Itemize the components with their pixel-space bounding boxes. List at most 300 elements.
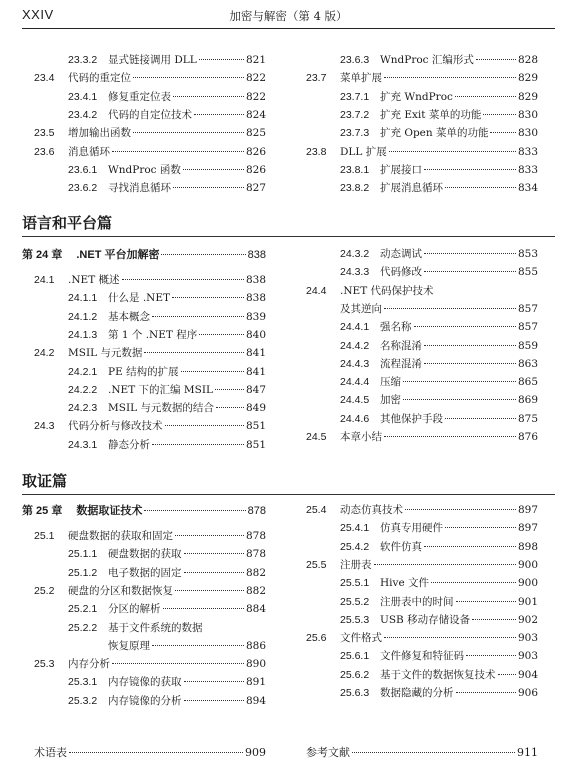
toc-entry-number: 23.5 xyxy=(34,127,55,140)
dot-leader xyxy=(389,150,516,152)
toc-entry-page: 902 xyxy=(517,613,538,626)
toc-entry-page: 847 xyxy=(245,383,266,396)
toc-entry-number: 25.4.2 xyxy=(340,540,370,553)
toc-entry[interactable] xyxy=(34,693,266,711)
toc-entry-page: 884 xyxy=(245,603,266,616)
toc-entry[interactable] xyxy=(306,685,538,703)
toc-entry-page: 857 xyxy=(517,321,538,334)
toc-entry-page: 882 xyxy=(245,584,266,597)
toc-entry[interactable] xyxy=(306,539,538,557)
toc-entry[interactable] xyxy=(306,70,538,88)
toc-entry-title: 代码的自定位技术 xyxy=(108,108,192,121)
toc-entry-page: 841 xyxy=(245,365,266,378)
toc-entry-title: 代码修改 xyxy=(380,266,422,279)
dot-leader xyxy=(133,131,244,133)
toc-entry-number: 25.1.2 xyxy=(68,566,98,579)
dot-leader xyxy=(133,76,244,78)
toc-entry-page: 897 xyxy=(517,504,538,516)
dot-leader xyxy=(384,636,516,638)
dot-leader xyxy=(384,435,516,437)
toc-entry-title: 仿真专用硬件 xyxy=(380,522,443,535)
page-number: XXIV xyxy=(22,7,54,22)
toc-entry[interactable] xyxy=(306,520,538,538)
dot-leader xyxy=(183,168,244,170)
dot-leader xyxy=(424,545,516,547)
dot-leader xyxy=(112,662,244,664)
toc-entry-number: 24.4 xyxy=(306,284,327,297)
dot-leader xyxy=(403,380,516,382)
toc-entry[interactable] xyxy=(306,125,538,143)
chapter-entry[interactable] xyxy=(22,246,266,264)
toc-entry-number: 23.3.2 xyxy=(68,54,98,66)
toc-entry-title: 电子数据的固定 xyxy=(108,566,182,579)
dot-leader xyxy=(181,370,244,372)
toc-entry[interactable] xyxy=(306,612,538,630)
dot-leader xyxy=(152,443,244,445)
toc-entry[interactable] xyxy=(306,283,538,301)
toc-entry-title: 本章小结 xyxy=(340,431,382,443)
toc-entry-title: 内存镜像的分析 xyxy=(108,694,182,707)
dot-leader xyxy=(455,95,516,97)
toc-entry[interactable] xyxy=(34,528,266,546)
dot-leader xyxy=(445,417,516,419)
dot-leader xyxy=(161,253,245,255)
toc-entry[interactable] xyxy=(34,52,266,70)
toc-entry-title: 动态仿真技术 xyxy=(340,504,403,516)
dot-leader xyxy=(424,362,516,364)
toc-entry[interactable] xyxy=(306,52,538,70)
chapter-number: 第 25 章 xyxy=(22,505,63,517)
toc-entry[interactable] xyxy=(34,674,266,692)
toc-entry-title: 代码分析与修改技术 xyxy=(68,420,163,433)
backmatter-page: 911 xyxy=(517,746,538,759)
dot-leader xyxy=(424,252,516,254)
dot-leader xyxy=(199,333,244,335)
dot-leader xyxy=(173,186,244,188)
toc-entry[interactable] xyxy=(34,565,266,583)
toc-entry-number: 24.3 xyxy=(34,420,55,433)
toc-entry-title: 分区的解析 xyxy=(108,603,161,616)
toc-entry-page: 849 xyxy=(245,402,266,415)
toc-entry-title: 显式链接调用 DLL xyxy=(108,54,197,66)
toc-entry-number: 23.4.2 xyxy=(68,108,98,121)
toc-entry-title: 修复重定位表 xyxy=(108,90,171,103)
toc-entry-page: 891 xyxy=(245,676,266,689)
toc-entry-title: 名称混淆 xyxy=(380,339,422,352)
toc-entry-number: 24.1.2 xyxy=(68,310,98,323)
dot-leader xyxy=(184,699,244,701)
toc-entry-page: 838 xyxy=(245,292,266,305)
toc-entry-title: 扩展接口 xyxy=(380,163,422,176)
toc-entry[interactable] xyxy=(306,301,538,319)
toc-entry-page: 898 xyxy=(517,540,538,553)
toc-entry-title: 注册表 xyxy=(340,558,372,571)
toc-entry-number: 23.7.3 xyxy=(340,127,370,140)
toc-entry-number: 25.4 xyxy=(306,504,327,516)
dot-leader xyxy=(431,581,516,583)
dot-leader xyxy=(112,150,244,152)
toc-entry-title: 基于文件系统的数据 xyxy=(108,621,203,634)
toc-entry-title: 恢复原理 xyxy=(108,639,150,652)
toc-entry-number: 25.3 xyxy=(34,658,55,671)
toc-entry[interactable] xyxy=(306,107,538,125)
toc-entry-page: 834 xyxy=(517,182,538,195)
toc-entry-page: 897 xyxy=(517,522,538,535)
toc-entry[interactable] xyxy=(34,89,266,107)
toc-entry[interactable] xyxy=(34,180,266,198)
toc-entry[interactable] xyxy=(34,583,266,601)
toc-entry-title: Hive 文件 xyxy=(380,577,429,590)
dot-leader xyxy=(466,654,516,656)
toc-entry-title: 内存分析 xyxy=(68,658,110,671)
toc-entry-number: 24.2.2 xyxy=(68,383,98,396)
toc-entry-number: 24.4.3 xyxy=(340,357,370,370)
toc-entry-page: 821 xyxy=(245,54,266,66)
dot-leader xyxy=(199,58,244,60)
toc-entry-page: 840 xyxy=(245,328,266,341)
toc-entry[interactable] xyxy=(306,575,538,593)
toc-entry-number: 24.3.3 xyxy=(340,266,370,279)
toc-entry-title: 及其逆向 xyxy=(340,302,382,315)
dot-leader xyxy=(456,691,516,693)
toc-entry-number: 24.2.3 xyxy=(68,402,98,415)
toc-entry-title: 扩展消息循环 xyxy=(380,182,443,195)
toc-entry-page: 857 xyxy=(517,302,538,315)
toc-entry-number: 24.4.4 xyxy=(340,376,370,389)
toc-entry[interactable] xyxy=(306,356,538,374)
toc-entry-number: 24.4.5 xyxy=(340,394,370,407)
dot-leader xyxy=(414,325,516,327)
toc-entry[interactable] xyxy=(306,429,538,447)
backmatter-entry[interactable] xyxy=(34,744,266,762)
toc-entry[interactable] xyxy=(306,89,538,107)
toc-entry-number: 24.1 xyxy=(34,274,55,286)
toc-entry[interactable] xyxy=(34,620,266,638)
toc-entry[interactable] xyxy=(34,418,266,436)
dot-leader xyxy=(184,680,244,682)
dot-leader xyxy=(384,76,516,78)
toc-entry-number: 25.1.1 xyxy=(68,548,98,561)
toc-entry-title: 硬盘数据的获取 xyxy=(108,548,182,561)
toc-entry-title: 文件格式 xyxy=(340,632,382,645)
dot-leader xyxy=(69,751,243,753)
toc-entry-page: 890 xyxy=(245,658,266,671)
toc-entry-title: 扩充 WndProc xyxy=(380,90,453,103)
toc-entry-page: 869 xyxy=(517,394,538,407)
toc-entry-number: 25.1 xyxy=(34,530,55,542)
toc-entry-page: 878 xyxy=(245,530,266,542)
toc-entry[interactable] xyxy=(306,374,538,392)
toc-entry[interactable] xyxy=(34,327,266,345)
toc-entry[interactable] xyxy=(34,364,266,382)
dot-leader xyxy=(122,278,244,280)
dot-leader xyxy=(215,388,244,390)
toc-entry-page: 894 xyxy=(245,694,266,707)
dot-leader xyxy=(498,673,516,675)
toc-entry[interactable] xyxy=(34,601,266,619)
dot-leader xyxy=(194,113,244,115)
toc-entry-number: 23.8.1 xyxy=(340,163,370,176)
toc-entry-title: 加密 xyxy=(380,394,401,407)
dot-leader xyxy=(424,168,516,170)
toc-entry[interactable] xyxy=(306,502,538,520)
header-rule xyxy=(22,28,555,29)
toc-entry[interactable] xyxy=(306,648,538,666)
dot-leader xyxy=(144,509,245,511)
toc-entry-page: 829 xyxy=(517,72,538,85)
toc-entry-title: .NET 代码保护技术 xyxy=(340,284,434,297)
toc-entry-number: 25.5.3 xyxy=(340,613,370,626)
toc-entry-page: 826 xyxy=(245,145,266,158)
toc-entry-title: 代码的重定位 xyxy=(68,72,131,85)
toc-entry[interactable] xyxy=(306,667,538,685)
toc-entry-title: 基本概念 xyxy=(108,310,150,323)
toc-entry-title: 扩充 Exit 菜单的功能 xyxy=(380,108,482,121)
dot-leader xyxy=(173,95,244,97)
toc-entry-page: 851 xyxy=(245,420,266,433)
toc-entry-number: 25.3.2 xyxy=(68,694,98,707)
toc-entry-page: 886 xyxy=(245,639,266,652)
toc-entry[interactable] xyxy=(306,319,538,337)
toc-entry-title: 强名称 xyxy=(380,321,412,334)
dot-leader xyxy=(175,589,244,591)
toc-entry-title: 流程混淆 xyxy=(380,357,422,370)
toc-entry-number: 25.2 xyxy=(34,584,55,597)
dot-leader xyxy=(374,563,516,565)
dot-leader xyxy=(490,131,515,133)
dot-leader xyxy=(144,351,244,353)
toc-entry-title: 寻找消息循环 xyxy=(108,182,171,195)
dot-leader xyxy=(424,344,516,346)
toc-entry-page: 829 xyxy=(517,90,538,103)
toc-entry-title: 软件仿真 xyxy=(380,540,422,553)
toc-entry-number: 24.1.3 xyxy=(68,328,98,341)
toc-entry-title: 压缩 xyxy=(380,376,401,389)
section-rule xyxy=(22,236,555,237)
toc-entry-number: 25.6 xyxy=(306,632,327,645)
toc-entry-number: 25.6.1 xyxy=(340,650,370,663)
toc-entry-title: 消息循环 xyxy=(68,145,110,158)
toc-entry-title: 增加输出函数 xyxy=(68,127,131,140)
toc-entry-number: 24.4.2 xyxy=(340,339,370,352)
toc-entry-title: MSIL 与元数据的结合 xyxy=(108,402,214,415)
toc-entry-number: 25.5.1 xyxy=(340,577,370,590)
toc-entry-page: 863 xyxy=(517,357,538,370)
toc-entry-number: 24.3.2 xyxy=(340,248,370,260)
dot-leader xyxy=(216,406,244,408)
toc-entry-number: 25.6.3 xyxy=(340,687,370,699)
dot-leader xyxy=(445,526,516,528)
toc-entry-number: 23.7.2 xyxy=(340,108,370,121)
backmatter-title: 参考文献 xyxy=(306,746,350,759)
toc-entry[interactable] xyxy=(34,107,266,125)
toc-entry-page: 875 xyxy=(517,412,538,425)
dot-leader xyxy=(152,644,244,646)
toc-entry-page: 878 xyxy=(245,548,266,561)
toc-entry-title: 基于文件的数据恢复技术 xyxy=(380,668,496,681)
toc-entry-page: 882 xyxy=(245,566,266,579)
page-header xyxy=(0,0,577,28)
toc-entry-page: 900 xyxy=(517,558,538,571)
running-title: 加密与解密（第 4 版） xyxy=(229,9,348,23)
toc-entry-number: 24.5 xyxy=(306,431,327,443)
dot-leader xyxy=(172,296,244,298)
toc-entry-title: 动态调试 xyxy=(380,248,422,260)
chapter-title: 数据取证技术 xyxy=(76,505,143,517)
toc-entry-number: 24.4.1 xyxy=(340,321,370,334)
toc-entry[interactable] xyxy=(34,309,266,327)
toc-entry[interactable] xyxy=(34,272,266,290)
toc-entry[interactable] xyxy=(34,70,266,88)
toc-entry-page: 900 xyxy=(517,577,538,590)
toc-entry-page: 906 xyxy=(517,687,538,699)
dot-leader xyxy=(403,398,516,400)
toc-entry-page: 826 xyxy=(245,163,266,176)
toc-entry-page: 903 xyxy=(517,650,538,663)
toc-entry-page: 833 xyxy=(517,163,538,176)
dot-leader xyxy=(175,534,244,536)
toc-entry-number: 25.6.2 xyxy=(340,668,370,681)
toc-entry-title: DLL 扩展 xyxy=(340,145,387,158)
section-title-forensics: 取证篇 xyxy=(22,473,68,490)
toc-entry-title: USB 移动存储设备 xyxy=(380,613,471,626)
toc-entry[interactable] xyxy=(306,594,538,612)
dot-leader xyxy=(165,424,244,426)
chapter-title: .NET 平台加解密 xyxy=(76,249,160,261)
toc-entry-title: 静态分析 xyxy=(108,438,150,451)
backmatter-entry[interactable] xyxy=(306,744,538,762)
toc-entry-page: 876 xyxy=(517,431,538,443)
dot-leader xyxy=(352,751,515,753)
toc-entry[interactable] xyxy=(34,400,266,418)
dot-leader xyxy=(456,600,516,602)
toc-entry-number: 24.2.1 xyxy=(68,365,98,378)
toc-entry[interactable] xyxy=(34,125,266,143)
toc-entry[interactable] xyxy=(306,162,538,180)
toc-entry-number: 23.7.1 xyxy=(340,90,370,103)
toc-entry-title: 硬盘数据的获取和固定 xyxy=(68,530,173,542)
toc-entry[interactable] xyxy=(34,162,266,180)
toc-entry-number: 25.5 xyxy=(306,558,327,571)
toc-entry-title: 菜单扩展 xyxy=(340,72,382,85)
toc-entry-title: .NET 下的汇编 MSIL xyxy=(108,383,213,396)
dot-leader xyxy=(445,186,516,188)
toc-entry[interactable] xyxy=(306,246,538,264)
toc-entry[interactable] xyxy=(34,290,266,308)
toc-entry-number: 23.6.3 xyxy=(340,54,370,66)
toc-entry-number: 25.3.1 xyxy=(68,676,98,689)
toc-entry-page: 825 xyxy=(245,127,266,140)
dot-leader xyxy=(405,508,516,510)
toc-entry-title: MSIL 与元数据 xyxy=(68,347,143,360)
section-rule xyxy=(22,494,555,495)
chapter-page: 838 xyxy=(247,249,266,261)
dot-leader xyxy=(483,113,516,115)
toc-entry[interactable] xyxy=(306,144,538,162)
toc-entry-page: 865 xyxy=(517,376,538,389)
toc-entry-number: 24.2 xyxy=(34,347,55,360)
toc-entry-title: 文件修复和特征码 xyxy=(380,650,464,663)
toc-entry[interactable] xyxy=(306,264,538,282)
toc-entry[interactable] xyxy=(34,345,266,363)
dot-leader xyxy=(384,307,516,309)
toc-entry[interactable] xyxy=(306,392,538,410)
dot-leader xyxy=(163,607,244,609)
toc-entry-title: 内存镜像的获取 xyxy=(108,676,182,689)
dot-leader xyxy=(472,618,516,620)
toc-entry[interactable] xyxy=(34,437,266,455)
toc-entry[interactable] xyxy=(34,382,266,400)
toc-entry-number: 23.8.2 xyxy=(340,182,370,195)
toc-entry-page: 841 xyxy=(245,347,266,360)
toc-entry-page: 904 xyxy=(517,668,538,681)
toc-entry-number: 24.4.6 xyxy=(340,412,370,425)
dot-leader xyxy=(184,552,244,554)
toc-entry-page: 851 xyxy=(245,438,266,451)
toc-entry-number: 23.6.2 xyxy=(68,182,98,195)
toc-entry-page: 830 xyxy=(517,108,538,121)
toc-entry-page: 827 xyxy=(245,182,266,195)
toc-entry-title: 数据隐藏的分析 xyxy=(380,687,454,699)
toc-entry[interactable] xyxy=(34,546,266,564)
chapter-number: 第 24 章 xyxy=(22,249,63,261)
chapter-page: 878 xyxy=(247,505,266,517)
toc-entry-number: 23.6 xyxy=(34,145,55,158)
toc-entry[interactable] xyxy=(34,656,266,674)
toc-entry-title: 什么是 .NET xyxy=(108,292,171,305)
toc-entry-number: 24.3.1 xyxy=(68,438,98,451)
toc-entry[interactable] xyxy=(306,411,538,429)
toc-entry-page: 839 xyxy=(245,310,266,323)
toc-entry-number: 24.1.1 xyxy=(68,292,98,305)
toc-entry-title: WndProc 汇编形式 xyxy=(380,54,474,66)
toc-entry-number: 25.2.2 xyxy=(68,621,98,634)
toc-entry[interactable] xyxy=(306,557,538,575)
toc-entry[interactable] xyxy=(306,338,538,356)
toc-entry-page: 855 xyxy=(517,266,538,279)
dot-leader xyxy=(184,571,244,573)
toc-entry-page: 833 xyxy=(517,145,538,158)
toc-entry[interactable] xyxy=(306,630,538,648)
toc-entry-number: 23.4 xyxy=(34,72,55,85)
toc-entry-page: 822 xyxy=(245,90,266,103)
toc-entry-title: 注册表中的时间 xyxy=(380,595,454,608)
toc-entry-number: 23.8 xyxy=(306,145,327,158)
toc-entry-page: 853 xyxy=(517,248,538,260)
dot-leader xyxy=(152,315,244,317)
toc-entry-title: WndProc 函数 xyxy=(108,163,181,176)
chapter-entry[interactable] xyxy=(22,502,266,520)
toc-entry-number: 23.6.1 xyxy=(68,163,98,176)
dot-leader xyxy=(476,58,516,60)
toc-entry-number: 25.4.1 xyxy=(340,522,370,535)
toc-entry[interactable] xyxy=(34,144,266,162)
toc-entry-page: 901 xyxy=(517,595,538,608)
section-title-language-platform: 语言和平台篇 xyxy=(22,215,113,232)
toc-entry-title: PE 结构的扩展 xyxy=(108,365,179,378)
dot-leader xyxy=(424,270,516,272)
toc-entry-page: 828 xyxy=(517,54,538,66)
toc-entry-page: 824 xyxy=(245,108,266,121)
toc-entry-title: 第 1 个 .NET 程序 xyxy=(108,328,198,341)
backmatter-title: 术语表 xyxy=(34,746,67,759)
toc-entry[interactable] xyxy=(34,638,266,656)
toc-entry-page: 859 xyxy=(517,339,538,352)
toc-entry-number: 23.4.1 xyxy=(68,90,98,103)
toc-entry[interactable] xyxy=(306,180,538,198)
toc-entry-title: .NET 概述 xyxy=(68,274,120,286)
toc-entry-page: 830 xyxy=(517,127,538,140)
